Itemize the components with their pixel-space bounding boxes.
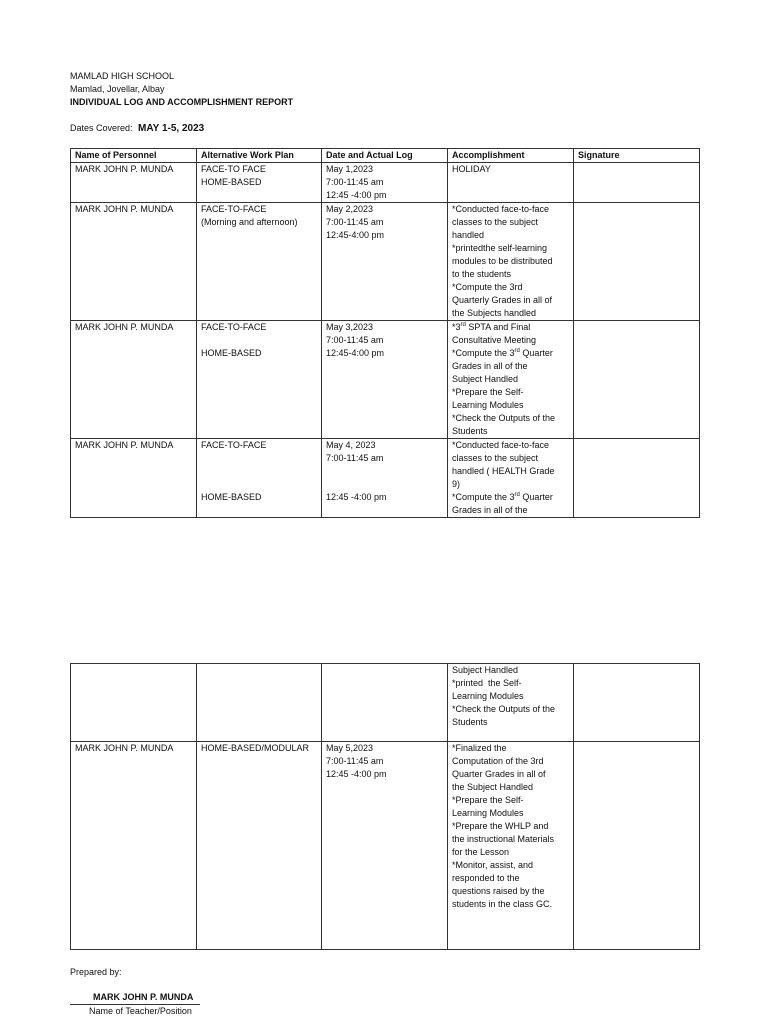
cell-line: [326, 478, 443, 491]
school-name: MAMLAD HIGH SCHOOL: [70, 71, 175, 81]
cell-line: *Monitor, assist, and: [452, 860, 534, 870]
cell-line: Learning Modules: [452, 691, 524, 701]
cell-line: May 2,2023: [326, 204, 374, 214]
cell-line: students in the class GC.: [452, 899, 553, 909]
cell-line: the Subject Handled: [452, 782, 534, 792]
col-header-plan: Alternative Work Plan: [197, 149, 322, 163]
cell-line: 7:00-11:45 am: [326, 217, 384, 227]
dates-covered: [70, 122, 204, 135]
table-row: [71, 439, 700, 518]
cell-acc: [448, 321, 574, 439]
cell-line: [326, 465, 443, 478]
cell-line: Computation of the 3rd: [452, 756, 544, 766]
cell-line: *Check the Outputs of the: [452, 413, 556, 423]
cell-line: Students: [452, 426, 488, 436]
cell-line: classes to the subject: [452, 453, 539, 463]
cell-plan: [197, 439, 322, 518]
cell-line: handled ( HEALTH Grade: [452, 466, 555, 476]
col-header-log: Date and Actual Log: [322, 149, 448, 163]
table-row: [71, 742, 700, 950]
cell-line: 12:45-4:00 pm: [326, 348, 385, 358]
school-address: Mamlad, Jovellar, Albay: [70, 84, 165, 94]
cell-signature: [574, 742, 700, 950]
cell-line: Quarter Grades in all of: [452, 769, 546, 779]
cell-line: HOME-BASED: [201, 492, 262, 502]
cell-signature: [574, 163, 700, 203]
table-header-row: [71, 149, 700, 163]
cell-signature: [574, 203, 700, 321]
cell-line: *Prepare the Self-: [452, 795, 524, 805]
table-row: [71, 163, 700, 203]
cell-log: [322, 163, 448, 203]
cell-line: *Check the Outputs of the: [452, 704, 556, 714]
cell-personnel-name: MARK JOHN P. MUNDA: [71, 321, 197, 439]
cell-personnel-name: MARK JOHN P. MUNDA: [71, 742, 197, 950]
signature-line: [70, 992, 200, 1005]
cell-line: [201, 465, 317, 478]
cell-line: HOME-BASED: [201, 348, 262, 358]
cell-acc: [448, 163, 574, 203]
cell-line: 7:00-11:45 am: [326, 177, 384, 187]
cell-acc: [448, 664, 574, 742]
cell-log: [322, 439, 448, 518]
cell-line: FACE-TO FACE: [201, 164, 266, 174]
cell-personnel-name: MARK JOHN P. MUNDA: [71, 163, 197, 203]
teacher-name: MARK JOHN P. MUNDA: [93, 992, 194, 1002]
log-table-page-2: [70, 663, 700, 950]
dates-label: Dates Covered:: [70, 123, 133, 133]
cell-line: *printed the Self-: [452, 678, 522, 688]
cell-line: FACE-TO-FACE: [201, 204, 267, 214]
prepared-by-label: Prepared by:: [70, 967, 122, 977]
cell-line: May 5,2023: [326, 743, 374, 753]
cell-line: Learning Modules: [452, 400, 524, 410]
cell-line: (Morning and afternoon): [201, 217, 298, 227]
cell-line: to the students: [452, 269, 512, 279]
cell-plan: [197, 664, 322, 742]
cell-line: classes to the subject: [452, 217, 539, 227]
table-row: [71, 203, 700, 321]
cell-line: *3rd SPTA and Final: [452, 322, 531, 332]
cell-line: 12:45 -4:00 pm: [326, 492, 387, 502]
cell-personnel-name: [71, 664, 197, 742]
cell-line: handled: [452, 230, 485, 240]
cell-line: *Compute the 3rd: [452, 282, 523, 292]
cell-line: *printedthe self-learning: [452, 243, 548, 253]
cell-line: modules to be distributed: [452, 256, 553, 266]
cell-line: May 3,2023: [326, 322, 374, 332]
cell-line: Subject Handled: [452, 374, 519, 384]
cell-line: the Subjects handled: [452, 308, 537, 318]
cell-log: [322, 203, 448, 321]
cell-log: [322, 321, 448, 439]
cell-signature: [574, 439, 700, 518]
cell-log: [322, 742, 448, 950]
cell-line: HOLIDAY: [452, 164, 491, 174]
cell-personnel-name: MARK JOHN P. MUNDA: [71, 439, 197, 518]
cell-line: responded to the: [452, 873, 520, 883]
cell-signature: [574, 321, 700, 439]
table-row: [71, 321, 700, 439]
cell-plan: [197, 203, 322, 321]
report-title: INDIVIDUAL LOG AND ACCOMPLISHMENT REPORT: [70, 97, 294, 107]
cell-signature: [574, 664, 700, 742]
cell-plan: [197, 742, 322, 950]
cell-line: Grades in all of the: [452, 361, 528, 371]
cell-line: *Compute the 3rd Quarter: [452, 348, 553, 358]
col-header-signature: Signature: [574, 149, 700, 163]
cell-line: *Finalized the: [452, 743, 507, 753]
cell-line: questions raised by the: [452, 886, 545, 896]
cell-line: *Prepare the WHLP and: [452, 821, 549, 831]
cell-line: HOME-BASED: [201, 177, 262, 187]
log-table-page-1: [70, 148, 700, 518]
col-header-accomplishment: Accomplishment: [448, 149, 574, 163]
cell-line: *Conducted face-to-face: [452, 440, 550, 450]
cell-line: 12:45-4:00 pm: [326, 230, 385, 240]
cell-line: Students: [452, 717, 488, 727]
cell-line: May 4, 2023: [326, 440, 376, 450]
cell-line: Quarterly Grades in all of: [452, 295, 553, 305]
cell-plan: [197, 321, 322, 439]
dates-value: MAY 1-5, 2023: [138, 123, 205, 134]
document-header: [70, 70, 293, 109]
cell-line: Grades in all of the: [452, 505, 528, 515]
cell-acc: [448, 742, 574, 950]
cell-personnel-name: MARK JOHN P. MUNDA: [71, 203, 197, 321]
cell-line: FACE-TO-FACE: [201, 440, 267, 450]
cell-line: [201, 334, 317, 347]
cell-line: *Prepare the Self-: [452, 387, 524, 397]
cell-log: [322, 664, 448, 742]
cell-acc: [448, 439, 574, 518]
cell-line: [201, 478, 317, 491]
cell-line: Learning Modules: [452, 808, 524, 818]
cell-line: Subject Handled: [452, 665, 519, 675]
cell-line: Consultative Meeting: [452, 335, 537, 345]
cell-line: 12:45 -4:00 pm: [326, 769, 387, 779]
table-row: [71, 664, 700, 742]
cell-line: *Conducted face-to-face: [452, 204, 550, 214]
teacher-role: Name of Teacher/Position: [89, 1006, 192, 1016]
cell-line: for the Lesson: [452, 847, 510, 857]
cell-line: 7:00-11:45 am: [326, 335, 384, 345]
cell-line: the instructional Materials: [452, 834, 555, 844]
cell-line: HOME-BASED/MODULAR: [201, 743, 310, 753]
cell-line: 9): [452, 479, 461, 489]
cell-line: May 1,2023: [326, 164, 374, 174]
col-header-name: Name of Personnel: [71, 149, 197, 163]
cell-line: 7:00-11:45 am: [326, 756, 384, 766]
cell-acc: [448, 203, 574, 321]
cell-line: *Compute the 3rd Quarter: [452, 492, 553, 502]
cell-line: FACE-TO-FACE: [201, 322, 267, 332]
cell-plan: [197, 163, 322, 203]
cell-line: 12:45 -4:00 pm: [326, 190, 387, 200]
cell-line: [201, 452, 317, 465]
cell-line: 7:00-11:45 am: [326, 453, 384, 463]
